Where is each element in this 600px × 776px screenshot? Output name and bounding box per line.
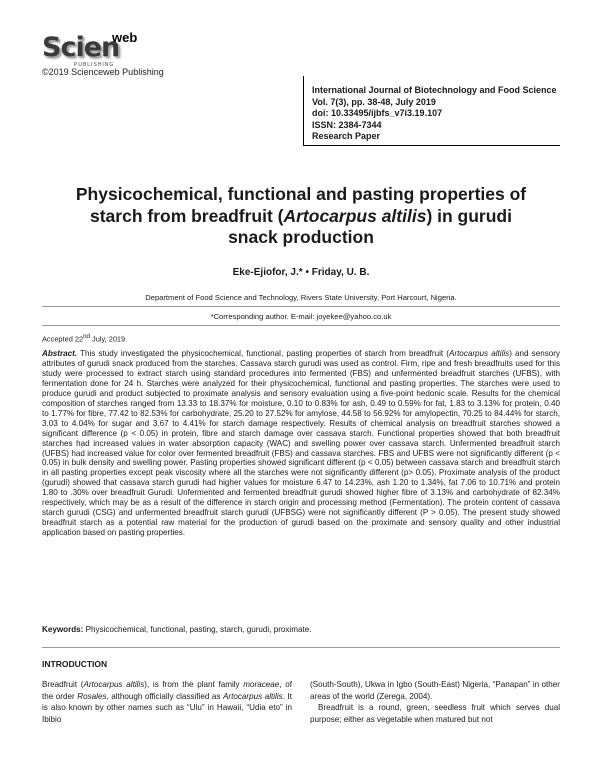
intro-column-right xyxy=(310,679,560,725)
title-line-2 xyxy=(42,206,560,228)
intro-column-left xyxy=(42,679,292,725)
journal-name: International Journal of Biotechnology and Food Science xyxy=(312,85,557,95)
body-italic: moraceae xyxy=(243,680,280,689)
copyright-notice: ©2019 Scienceweb Publishing xyxy=(42,67,164,77)
body-text: , of the order xyxy=(42,680,292,701)
abstract xyxy=(42,349,560,538)
abstract-text: This study investigated the physicochemical, functional, pasting properties of starch from breadfruit ( xyxy=(77,349,449,358)
author-1: Eke-Ejiofor, J.* xyxy=(232,267,303,278)
article-type: Research Paper xyxy=(312,131,381,142)
keywords xyxy=(42,625,560,634)
body-text: . It is also known by other names such as “Ulu” in Hawaii, “Udia eto” in Ibibio xyxy=(42,691,292,724)
body-text: , although officially classified as xyxy=(106,691,224,701)
abstract-italic: Artocarpus altilis xyxy=(448,349,510,358)
title-text: starch from breadfruit ( xyxy=(89,205,284,226)
keywords-label: Keywords: xyxy=(42,625,84,634)
divider xyxy=(42,325,560,326)
body-italic: Rosales xyxy=(77,691,107,701)
body-italic: Artocarpus altilis xyxy=(223,691,283,701)
body-text: Breadfruit ( xyxy=(42,680,84,689)
journal-doi: doi: 10.33495/ijbfs_v7i3.19.107 xyxy=(312,108,443,119)
title-line-1: Physicochemical, functional and pasting properties of xyxy=(75,184,527,204)
authors xyxy=(42,267,560,278)
title-text: ) in gurudi xyxy=(426,205,512,226)
accepted-sup: nd xyxy=(83,333,90,340)
body-text: ), is from the plant family xyxy=(144,680,244,689)
intro-paragraph: (South-South), Ukwa in Igbo (South-East) Nigeria, “Panapan” in other areas of the world (Zerega, 2004). xyxy=(310,680,560,701)
journal-volume: Vol. 7(3), pp. 38-48, July 2019 xyxy=(312,96,436,107)
divider xyxy=(42,647,560,648)
affiliation: Department of Food Science and Technology, Rivers State University, Port Harcourt, Nigeria. xyxy=(145,293,457,302)
title-species-name: Artocarpus altilis xyxy=(283,205,427,226)
corresponding-author: *Corresponding author. E-mail: joyekee@yahoo.co.uk xyxy=(210,312,392,321)
accepted-date xyxy=(42,333,127,343)
journal-info-box xyxy=(303,76,560,146)
author-2: Friday, U. B. xyxy=(311,267,370,278)
accepted-text: July, 2019. xyxy=(89,334,128,344)
logo-web-text: web xyxy=(112,30,138,45)
intro-paragraph: Breadfruit is a round, green, seedless fruit which serves dual purpose; either as vegetable when matured but not xyxy=(310,703,560,724)
section-heading-introduction: INTRODUCTION xyxy=(42,659,108,669)
accepted-text: Accepted 22 xyxy=(42,334,84,344)
logo-subtext: PUBLISHING xyxy=(74,62,115,68)
author-separator: • xyxy=(305,267,309,278)
logo-text: Scien xyxy=(42,32,120,63)
journal-issn: ISSN: 2384-7344 xyxy=(312,119,382,130)
paper-title xyxy=(42,184,560,249)
body-italic: Artocarpus altilis xyxy=(83,680,145,689)
abstract-text: ) and sensory attributes of gurudi snack produced from the starches. Cassava starch gurudi was used as control. Firm, ripe and fresh breadfruits used for this study were processed to extract starch using standard procedures into fermented (FBS) and unfermented breadfruit starches (UFBS), with fermentation done for 24 h. Starches were analyzed for their physicochemical, functional and pasting properties. The starches were used to produce gurudi and product subjected to proximate analysis and sensory evaluation using a five-point hedonic scale. Results for the chemical composition of starches ranged from 13.33 to 18.37% for moisture, 0.10 to 0.83% for ash, 0.49 to 0.59% for fat, 1.83 to 3.13% for protein, 0.40 to 1.77% for fibre, 77.42 to 82.53% for carbohydrate, 25.20 to 27.52% for amylose, 44.58 to 56.92% for amylopectin, 70.25 to 84.44% for starch, 3.03 to 4.04% for sugar and 3.67 to 4.41% for starch damage respectively. Results of chemical analysis on breadfruit starches showed a significant difference (p < 0.05) in protein, fibre and starch damage over cassava starch. Functional properties showed that both breadfruit starches had increased values in water absorption capacity (WAC) and swelling power over cassava starch. Unfermented breadfruit starch (UFBS) had increased value for color over fermented breadfruit (FBS) and cassava starches. FBS and UFBS were not significantly different (p < 0.05) in bulk density and swelling power. Pasting properties showed significant different (p < 0.05) between cassava starch and breadfruit starch in all pasting properties except peak viscosity where all the starches were not significantly different (p> 0.05). Proximate analysis of the product (gurudi) showed that cassava starch gurudi had higher values for moisture 6.47 to 14.23%, ash 1.20 to 1.34%, fat 7.06 to 10.71% and protein 1.80 to .30% over breadfruit Gurudi. Unfermented and fermented breadfruit gurudi showed higher fibre of 3.13% and carbohydrate of 82.34% respectively, which may be as a result of the difference in starch origin and processing method (Fermentation). The protein content of cassava starch gurudi (CSG) and unfermented breadfruit starch gurudi (UFBSG) were not significantly different (P > 0.05). The present study showed breadfruit starch as a potential raw material for the production of gurudi based on the proximate and sensory quality and other industrial application based on pasting properties. xyxy=(42,349,560,538)
divider xyxy=(42,306,560,307)
publisher-logo xyxy=(42,26,152,70)
title-line-3: snack production xyxy=(228,227,374,247)
keywords-text: Physicochemical, functional, pasting, starch, gurudi, proximate. xyxy=(83,625,312,634)
abstract-label: Abstract. xyxy=(42,349,78,358)
